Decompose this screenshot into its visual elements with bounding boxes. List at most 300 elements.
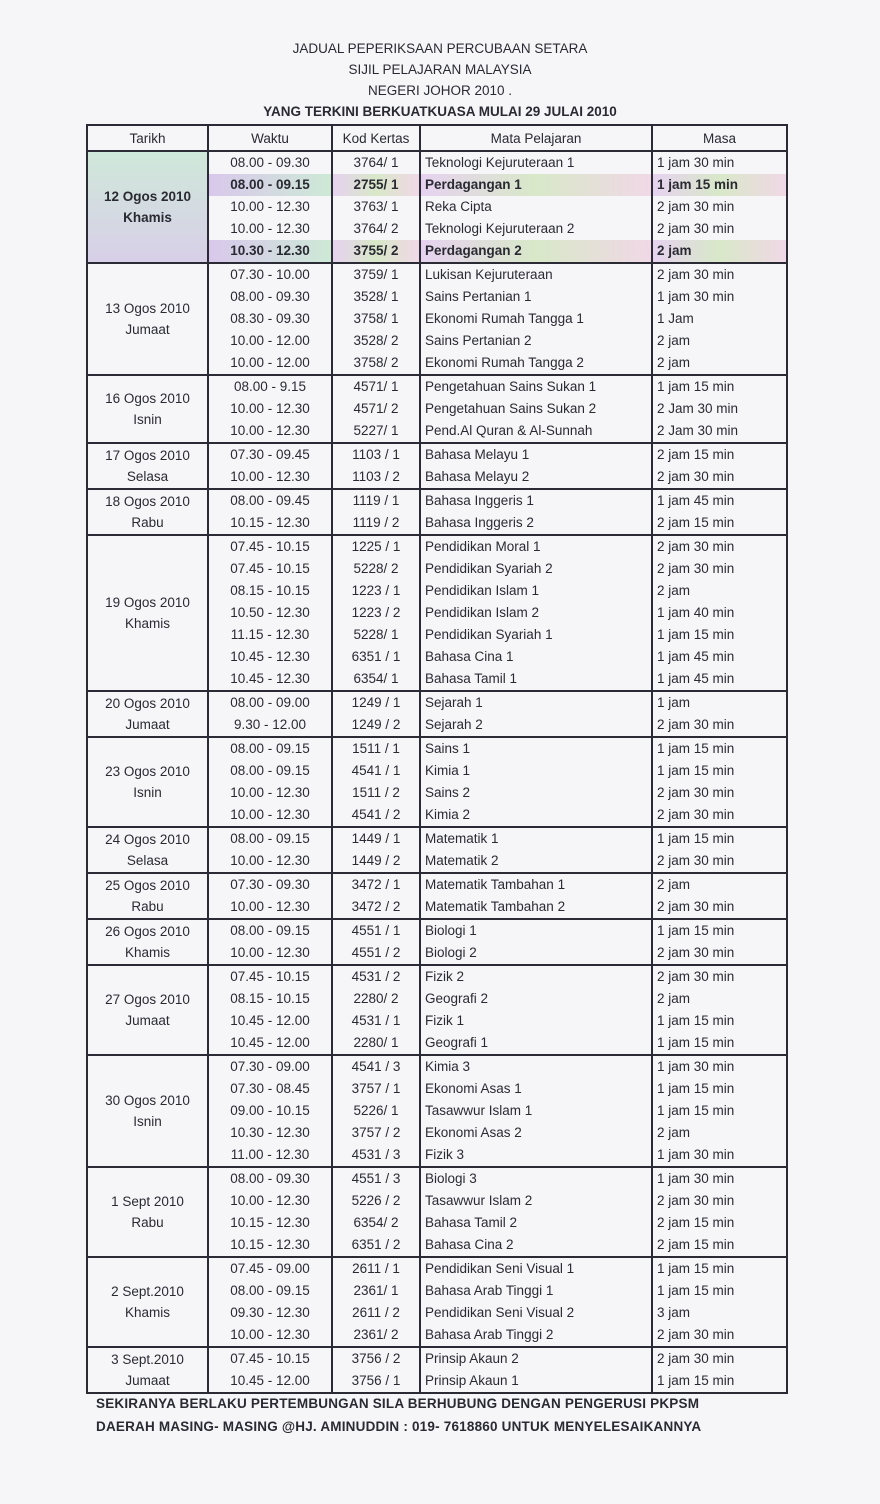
date-cell bbox=[87, 873, 208, 919]
masa-value: 2 jam 30 min bbox=[657, 1327, 735, 1342]
waktu-value: 07.45 - 10.15 bbox=[230, 561, 310, 576]
mata-value: Biologi 1 bbox=[425, 923, 477, 938]
waktu-cell bbox=[208, 263, 332, 375]
table-row bbox=[87, 1167, 787, 1257]
waktu-value: 08.00 - 09.30 bbox=[230, 289, 310, 304]
masa-value: 1 jam 30 min bbox=[657, 289, 735, 304]
col-header-waktu: Waktu bbox=[208, 125, 332, 151]
waktu-value: 10.00 - 12.30 bbox=[230, 423, 310, 438]
masa-value: 2 jam bbox=[657, 583, 691, 598]
masa-cell bbox=[652, 691, 787, 737]
table-row bbox=[87, 375, 787, 443]
kod-value: 3763/ 1 bbox=[353, 199, 399, 214]
header-line-1: JADUAL PEPERIKSAAN PERCUBAAN SETARA bbox=[292, 41, 588, 56]
waktu-cell bbox=[208, 827, 332, 873]
waktu-value: 10.00 - 12.00 bbox=[230, 333, 310, 348]
kod-value: 3758/ 2 bbox=[353, 355, 399, 370]
waktu-cell bbox=[208, 873, 332, 919]
kod-value: 3764/ 2 bbox=[353, 221, 399, 236]
kod-cell bbox=[332, 737, 420, 827]
mata-value: Pengetahuan Sains Sukan 2 bbox=[425, 401, 597, 416]
waktu-value: 07.30 - 09.00 bbox=[230, 1059, 310, 1074]
kod-value: 1449 / 1 bbox=[351, 831, 401, 846]
waktu-value: 10.00 - 12.30 bbox=[230, 469, 310, 484]
mata-value: Bahasa Melayu 1 bbox=[425, 447, 530, 462]
date-cell bbox=[87, 965, 208, 1055]
mata-cell bbox=[420, 443, 652, 489]
table-header-row bbox=[87, 125, 787, 151]
table-row bbox=[87, 443, 787, 489]
waktu-value: 08.00 - 09.30 bbox=[230, 1171, 310, 1186]
masa-value: 1 jam 40 min bbox=[657, 605, 735, 620]
table-row bbox=[87, 489, 787, 535]
kod-value: 1249 / 1 bbox=[351, 695, 401, 710]
kod-value: 4531 / 3 bbox=[351, 1147, 401, 1162]
mata-value: Prinsip Akaun 2 bbox=[425, 1351, 519, 1366]
mata-value: Teknologi Kejuruteraan 1 bbox=[425, 155, 575, 170]
masa-value: 2 jam 30 min bbox=[657, 717, 735, 732]
mata-value: Sains 2 bbox=[425, 785, 471, 800]
kod-cell bbox=[332, 965, 420, 1055]
mata-value: Prinsip Akaun 1 bbox=[425, 1373, 519, 1388]
kod-cell bbox=[332, 827, 420, 873]
mata-value: Pendidikan Seni Visual 2 bbox=[425, 1305, 575, 1320]
masa-value: 1 jam 15 min bbox=[657, 1261, 735, 1276]
footer-note bbox=[96, 1392, 701, 1438]
kod-value: 5228/ 2 bbox=[353, 561, 399, 576]
mata-cell bbox=[420, 1167, 652, 1257]
table-row bbox=[87, 263, 787, 375]
mata-value: Ekonomi Asas 1 bbox=[425, 1081, 522, 1096]
mata-value: Matematik Tambahan 1 bbox=[425, 877, 566, 892]
kod-cell bbox=[332, 919, 420, 965]
kod-value: 4531 / 2 bbox=[351, 969, 401, 984]
masa-value: 2 jam 30 min bbox=[657, 1193, 735, 1208]
masa-cell bbox=[652, 1347, 787, 1393]
mata-value: Reka Cipta bbox=[425, 199, 492, 214]
mata-cell bbox=[420, 535, 652, 691]
kod-value: 2280/ 2 bbox=[353, 991, 399, 1006]
kod-cell bbox=[332, 489, 420, 535]
masa-value: 1 jam 45 min bbox=[657, 493, 735, 508]
masa-value: 2 jam bbox=[657, 1125, 691, 1140]
waktu-value: 07.30 - 08.45 bbox=[230, 1081, 310, 1096]
kod-value: 4571/ 1 bbox=[353, 379, 399, 394]
masa-cell bbox=[652, 263, 787, 375]
waktu-value: 10.00 - 12.30 bbox=[230, 899, 310, 914]
exam-date: 18 Ogos 2010 bbox=[105, 494, 190, 509]
waktu-value: 11.15 - 12.30 bbox=[230, 627, 310, 642]
exam-date: 17 Ogos 2010 bbox=[105, 448, 190, 463]
waktu-cell bbox=[208, 443, 332, 489]
kod-value: 4551 / 2 bbox=[351, 945, 401, 960]
waktu-cell bbox=[208, 375, 332, 443]
waktu-cell bbox=[208, 737, 332, 827]
kod-cell bbox=[332, 1055, 420, 1167]
masa-value: 1 jam 15 min bbox=[653, 174, 786, 196]
kod-cell bbox=[332, 535, 420, 691]
masa-value: 1 jam 45 min bbox=[657, 649, 735, 664]
exam-schedule-table bbox=[86, 124, 788, 1394]
table-row bbox=[87, 1055, 787, 1167]
masa-value: 2 jam 30 min bbox=[657, 561, 735, 576]
mata-cell bbox=[420, 1257, 652, 1347]
waktu-value: 10.00 - 12.30 bbox=[230, 1327, 310, 1342]
mata-cell bbox=[420, 263, 652, 375]
kod-value: 5227/ 1 bbox=[353, 423, 399, 438]
kod-value: 4541 / 3 bbox=[351, 1059, 401, 1074]
waktu-value: 08.00 - 09.45 bbox=[230, 493, 310, 508]
mata-value: Fizik 1 bbox=[425, 1013, 465, 1028]
table-row bbox=[87, 1257, 787, 1347]
mata-value: Pendidikan Moral 1 bbox=[425, 539, 541, 554]
exam-date: 23 Ogos 2010 bbox=[105, 764, 190, 779]
mata-value: Biologi 2 bbox=[425, 945, 477, 960]
exam-date: 24 Ogos 2010 bbox=[105, 832, 190, 847]
kod-value: 3472 / 2 bbox=[351, 899, 401, 914]
masa-value: 2 jam 30 min bbox=[657, 199, 735, 214]
masa-value: 3 jam bbox=[657, 1305, 691, 1320]
masa-cell bbox=[652, 827, 787, 873]
exam-date: 16 Ogos 2010 bbox=[105, 391, 190, 406]
kod-value: 2611 / 2 bbox=[352, 1305, 400, 1320]
exam-date: 26 Ogos 2010 bbox=[105, 924, 190, 939]
kod-value: 1249 / 2 bbox=[351, 717, 401, 732]
masa-value: 2 jam bbox=[657, 355, 691, 370]
exam-day: Selasa bbox=[126, 469, 169, 484]
masa-value: 1 jam 15 min bbox=[657, 831, 735, 846]
exam-date: 27 Ogos 2010 bbox=[105, 992, 190, 1007]
kod-value: 6351 / 1 bbox=[351, 649, 401, 664]
kod-value: 3764/ 1 bbox=[353, 155, 399, 170]
waktu-value: 07.30 - 10.00 bbox=[230, 267, 310, 282]
masa-value: 2 jam 30 min bbox=[657, 221, 735, 236]
table-row bbox=[87, 873, 787, 919]
waktu-value: 09.00 - 10.15 bbox=[230, 1103, 310, 1118]
waktu-value: 10.15 - 12.30 bbox=[230, 1237, 310, 1252]
waktu-value: 07.45 - 10.15 bbox=[230, 969, 310, 984]
kod-value: 1511 / 2 bbox=[352, 785, 400, 800]
header-line-2: SIJIL PELAJARAN MALAYSIA bbox=[348, 62, 532, 77]
masa-value: 1 jam 15 min bbox=[657, 923, 735, 938]
kod-cell bbox=[332, 443, 420, 489]
waktu-value: 07.45 - 10.15 bbox=[230, 1351, 310, 1366]
waktu-value: 10.45 - 12.30 bbox=[230, 649, 310, 664]
masa-value: 2 Jam 30 min bbox=[657, 401, 739, 416]
date-cell bbox=[87, 1055, 208, 1167]
mata-value: Ekonomi Rumah Tangga 1 bbox=[425, 311, 584, 326]
kod-value: 1223 / 2 bbox=[351, 605, 401, 620]
masa-value: 2 jam 15 min bbox=[657, 1237, 735, 1252]
mata-value: Ekonomi Asas 2 bbox=[425, 1125, 522, 1140]
masa-cell bbox=[652, 151, 787, 263]
mata-value: Pendidikan Islam 1 bbox=[425, 583, 540, 598]
masa-value: 1 jam 15 min bbox=[657, 379, 735, 394]
waktu-cell bbox=[208, 691, 332, 737]
col-header-kod: Kod Kertas bbox=[332, 125, 420, 151]
waktu-value: 08.00 - 09.15 bbox=[230, 923, 310, 938]
masa-value: 2 jam 15 min bbox=[657, 447, 735, 462]
exam-day: Khamis bbox=[124, 1305, 170, 1320]
exam-day: Isnin bbox=[133, 412, 162, 427]
waktu-value: 08.00 - 9.15 bbox=[233, 379, 307, 394]
waktu-value: 10.00 - 12.30 bbox=[230, 401, 310, 416]
mata-value: Sejarah 1 bbox=[425, 695, 483, 710]
kod-value: 1119 / 1 bbox=[352, 493, 400, 508]
kod-cell bbox=[332, 873, 420, 919]
waktu-value: 10.00 - 12.30 bbox=[230, 853, 310, 868]
mata-value: Bahasa Tamil 2 bbox=[425, 1215, 518, 1230]
masa-cell bbox=[652, 965, 787, 1055]
mata-value: Matematik 1 bbox=[425, 831, 499, 846]
masa-value: 1 jam 15 min bbox=[657, 741, 735, 756]
mata-value: Perdagangan 2 bbox=[421, 240, 651, 262]
exam-date: 20 Ogos 2010 bbox=[105, 696, 190, 711]
mata-cell bbox=[420, 737, 652, 827]
mata-value: Bahasa Arab Tinggi 1 bbox=[425, 1283, 554, 1298]
masa-value: 1 jam 15 min bbox=[657, 627, 735, 642]
waktu-value: 10.30 - 12.30 bbox=[230, 1125, 310, 1140]
exam-day: Jumaat bbox=[125, 322, 170, 337]
kod-value: 3755/ 2 bbox=[333, 240, 419, 262]
mata-value: Sejarah 2 bbox=[425, 717, 483, 732]
exam-day: Khamis bbox=[124, 616, 170, 631]
masa-value: 2 jam 30 min bbox=[657, 785, 735, 800]
kod-value: 1103 / 1 bbox=[352, 447, 400, 462]
date-cell bbox=[87, 489, 208, 535]
masa-cell bbox=[652, 1055, 787, 1167]
kod-value: 1511 / 1 bbox=[352, 741, 400, 756]
waktu-value: 11.00 - 12.30 bbox=[230, 1147, 310, 1162]
masa-value: 2 jam 15 min bbox=[657, 515, 735, 530]
mata-value: Sains Pertanian 2 bbox=[425, 333, 532, 348]
masa-value: 1 jam 30 min bbox=[657, 1147, 735, 1162]
date-cell bbox=[87, 535, 208, 691]
waktu-value: 10.00 - 12.30 bbox=[230, 807, 310, 822]
mata-value: Sains Pertanian 1 bbox=[425, 289, 532, 304]
date-cell bbox=[87, 827, 208, 873]
masa-value: 2 jam 30 min bbox=[657, 807, 735, 822]
exam-day: Jumaat bbox=[125, 717, 170, 732]
kod-value: 3757 / 1 bbox=[351, 1081, 401, 1096]
kod-value: 3756 / 2 bbox=[351, 1351, 401, 1366]
kod-value: 4531 / 1 bbox=[351, 1013, 401, 1028]
waktu-value: 10.45 - 12.30 bbox=[230, 671, 310, 686]
date-cell bbox=[87, 1347, 208, 1393]
masa-value: 2 jam 15 min bbox=[657, 1215, 735, 1230]
kod-value: 4551 / 3 bbox=[351, 1171, 401, 1186]
mata-value: Kimia 1 bbox=[425, 763, 471, 778]
table-row bbox=[87, 535, 787, 691]
mata-cell bbox=[420, 375, 652, 443]
masa-cell bbox=[652, 443, 787, 489]
col-header-mata: Mata Pelajaran bbox=[420, 125, 652, 151]
kod-value: 4541 / 2 bbox=[351, 807, 401, 822]
masa-value: 1 Jam bbox=[657, 311, 694, 326]
mata-value: Bahasa Inggeris 2 bbox=[425, 515, 534, 530]
masa-value: 2 jam 30 min bbox=[657, 469, 735, 484]
exam-day: Khamis bbox=[123, 210, 172, 225]
masa-value: 2 Jam 30 min bbox=[657, 423, 739, 438]
table-row bbox=[87, 151, 787, 263]
exam-day: Rabu bbox=[131, 515, 164, 530]
waktu-value: 07.45 - 10.15 bbox=[230, 539, 310, 554]
table-row bbox=[87, 691, 787, 737]
mata-value: Geografi 2 bbox=[425, 991, 489, 1006]
masa-value: 1 jam 30 min bbox=[657, 155, 735, 170]
waktu-cell bbox=[208, 1055, 332, 1167]
mata-value: Teknologi Kejuruteraan 2 bbox=[425, 221, 575, 236]
waktu-value: 10.15 - 12.30 bbox=[230, 1215, 310, 1230]
waktu-value: 10.00 - 12.30 bbox=[230, 199, 310, 214]
waktu-value: 9.30 - 12.00 bbox=[233, 717, 307, 732]
masa-value: 2 jam 30 min bbox=[657, 853, 735, 868]
kod-value: 5228/ 1 bbox=[353, 627, 399, 642]
masa-value: 2 jam 30 min bbox=[657, 899, 735, 914]
exam-day: Jumaat bbox=[125, 1373, 170, 1388]
col-header-tarikh: Tarikh bbox=[87, 125, 208, 151]
exam-day: Isnin bbox=[133, 1114, 162, 1129]
masa-value: 2 jam 30 min bbox=[657, 969, 735, 984]
exam-date: 30 Ogos 2010 bbox=[105, 1093, 190, 1108]
waktu-cell bbox=[208, 489, 332, 535]
kod-cell bbox=[332, 1167, 420, 1257]
kod-cell bbox=[332, 1257, 420, 1347]
exam-day: Isnin bbox=[133, 785, 162, 800]
exam-day: Selasa bbox=[126, 853, 169, 868]
date-cell bbox=[87, 443, 208, 489]
mata-value: Pend.Al Quran & Al-Sunnah bbox=[425, 423, 593, 438]
mata-cell bbox=[420, 151, 652, 263]
waktu-value: 10.00 - 12.30 bbox=[230, 221, 310, 236]
kod-value: 5226 / 2 bbox=[351, 1193, 401, 1208]
masa-cell bbox=[652, 737, 787, 827]
kod-value: 3756 / 1 bbox=[351, 1373, 401, 1388]
exam-day: Rabu bbox=[131, 899, 164, 914]
masa-cell bbox=[652, 919, 787, 965]
waktu-value: 10.50 - 12.30 bbox=[230, 605, 310, 620]
kod-value: 3528/ 2 bbox=[353, 333, 399, 348]
masa-value: 1 jam 15 min bbox=[657, 763, 735, 778]
mata-value: Geografi 1 bbox=[425, 1035, 489, 1050]
masa-value: 1 jam 15 min bbox=[657, 1283, 735, 1298]
waktu-value: 08.00 - 09.15 bbox=[230, 763, 310, 778]
mata-cell bbox=[420, 827, 652, 873]
waktu-value: 08.00 - 09.30 bbox=[230, 155, 310, 170]
kod-value: 6354/ 1 bbox=[353, 671, 399, 686]
kod-value: 1223 / 1 bbox=[351, 583, 401, 598]
waktu-value: 08.00 - 09.00 bbox=[230, 695, 310, 710]
exam-date: 12 Ogos 2010 bbox=[103, 189, 192, 204]
mata-value: Bahasa Inggeris 1 bbox=[425, 493, 534, 508]
exam-date: 13 Ogos 2010 bbox=[105, 301, 190, 316]
mata-cell bbox=[420, 919, 652, 965]
mata-value: Pendidikan Syariah 2 bbox=[425, 561, 553, 576]
waktu-value: 10.45 - 12.00 bbox=[230, 1373, 310, 1388]
kod-value: 5226/ 1 bbox=[353, 1103, 399, 1118]
kod-value: 2611 / 1 bbox=[352, 1261, 400, 1276]
waktu-value: 08.00 - 09.15 bbox=[209, 174, 331, 196]
kod-value: 3472 / 1 bbox=[351, 877, 401, 892]
mata-value: Bahasa Arab Tinggi 2 bbox=[425, 1327, 554, 1342]
date-cell bbox=[87, 1167, 208, 1257]
footer-line-2: DAERAH MASING- MASING @HJ. AMINUDDIN : 019- 7618860 UNTUK MENYELESAIKANNYA bbox=[96, 1419, 702, 1434]
waktu-value: 10.00 - 12.30 bbox=[230, 945, 310, 960]
waktu-value: 08.00 - 09.15 bbox=[230, 741, 310, 756]
kod-value: 1119 / 2 bbox=[352, 515, 400, 530]
masa-value: 1 jam 30 min bbox=[657, 1059, 735, 1074]
mata-value: Pendidikan Syariah 1 bbox=[425, 627, 553, 642]
kod-value: 3759/ 1 bbox=[353, 267, 399, 282]
masa-cell bbox=[652, 873, 787, 919]
kod-cell bbox=[332, 263, 420, 375]
waktu-value: 10.00 - 12.30 bbox=[230, 785, 310, 800]
mata-value: Pengetahuan Sains Sukan 1 bbox=[425, 379, 597, 394]
waktu-value: 10.45 - 12.00 bbox=[230, 1035, 310, 1050]
mata-value: Bahasa Tamil 1 bbox=[425, 671, 518, 686]
exam-date: 1 Sept 2010 bbox=[111, 1194, 184, 1209]
date-cell bbox=[87, 1257, 208, 1347]
exam-date: 19 Ogos 2010 bbox=[105, 595, 190, 610]
mata-cell bbox=[420, 965, 652, 1055]
waktu-value: 10.30 - 12.30 bbox=[209, 240, 331, 262]
kod-value: 2361/ 1 bbox=[353, 1283, 399, 1298]
exam-date: 2 Sept.2010 bbox=[111, 1284, 184, 1299]
waktu-value: 07.30 - 09.30 bbox=[230, 877, 310, 892]
masa-cell bbox=[652, 375, 787, 443]
date-cell bbox=[87, 151, 208, 263]
masa-value: 2 jam 30 min bbox=[657, 945, 735, 960]
mata-value: Perdagangan 1 bbox=[421, 174, 651, 196]
masa-value: 1 jam 15 min bbox=[657, 1013, 735, 1028]
exam-date: 3 Sept.2010 bbox=[111, 1352, 184, 1367]
masa-value: 1 jam 15 min bbox=[657, 1373, 735, 1388]
masa-value: 2 jam bbox=[657, 877, 691, 892]
mata-cell bbox=[420, 489, 652, 535]
kod-cell bbox=[332, 691, 420, 737]
date-cell bbox=[87, 737, 208, 827]
mata-cell bbox=[420, 1347, 652, 1393]
mata-value: Bahasa Melayu 2 bbox=[425, 469, 530, 484]
table-row bbox=[87, 919, 787, 965]
date-cell bbox=[87, 375, 208, 443]
exam-date: 25 Ogos 2010 bbox=[105, 878, 190, 893]
kod-cell bbox=[332, 1347, 420, 1393]
masa-cell bbox=[652, 1257, 787, 1347]
kod-value: 1103 / 2 bbox=[352, 469, 400, 484]
mata-value: Bahasa Cina 2 bbox=[425, 1237, 514, 1252]
footer-line-1: SEKIRANYA BERLAKU PERTEMBUNGAN SILA BERHUBUNG DENGAN PENGERUSI PKPSM bbox=[96, 1396, 700, 1411]
waktu-value: 10.00 - 12.00 bbox=[230, 355, 310, 370]
masa-value: 1 jam 30 min bbox=[657, 1171, 735, 1186]
waktu-value: 10.00 - 12.30 bbox=[230, 1193, 310, 1208]
kod-value: 3528/ 1 bbox=[353, 289, 399, 304]
masa-cell bbox=[652, 1167, 787, 1257]
kod-value: 6354/ 2 bbox=[353, 1215, 399, 1230]
mata-value: Matematik Tambahan 2 bbox=[425, 899, 566, 914]
masa-value: 2 jam bbox=[657, 991, 691, 1006]
kod-value: 4541 / 1 bbox=[351, 763, 401, 778]
mata-value: Fizik 3 bbox=[425, 1147, 465, 1162]
waktu-cell bbox=[208, 919, 332, 965]
mata-value: Pendidikan Islam 2 bbox=[425, 605, 540, 620]
masa-value: 1 jam 15 min bbox=[657, 1103, 735, 1118]
kod-value: 3757 / 2 bbox=[351, 1125, 401, 1140]
mata-value: Fizik 2 bbox=[425, 969, 465, 984]
mata-value: Pendidikan Seni Visual 1 bbox=[425, 1261, 575, 1276]
masa-value: 2 jam bbox=[653, 240, 786, 262]
waktu-value: 08.30 - 09.30 bbox=[230, 311, 310, 326]
